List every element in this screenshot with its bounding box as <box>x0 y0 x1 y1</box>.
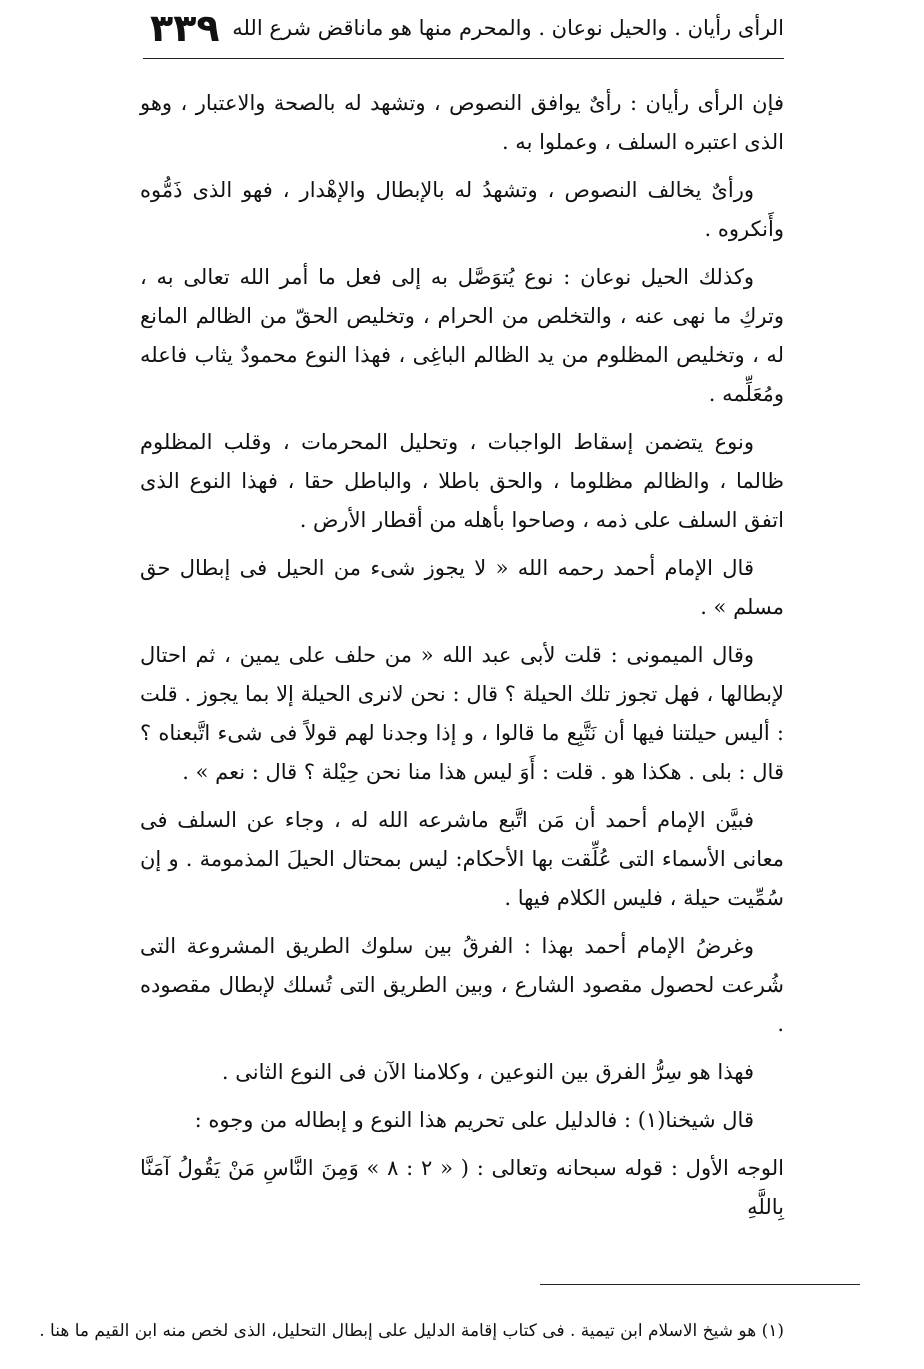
paragraph: فهذا هو سِرُّ الفرق بين النوعين ، وكلامنا الآن فى النوع الثانى . <box>221 1060 754 1084</box>
page-header <box>150 4 784 52</box>
body-text <box>140 84 784 1236</box>
footnote: (١) هو شيخ الاسلام ابن تيمية . فى كتاب إقامة الدليل على إبطال التحليل، الذى لخص منه ابن القيم ما هنا . <box>39 1321 784 1341</box>
paragraph: فإن الرأى رأيان : رأىٌ يوافق النصوص ، وتشهد له بالصحة والاعتبار ، وهو الذى اعتبره السلف ، وعملوا به . <box>140 91 784 154</box>
paragraph: الوجه الأول : قوله سبحانه وتعالى : ( « ٢ : ٨ » وَمِنَ النَّاسِ مَنْ يَقُولُ آمَنَّا بِاللَّهِ <box>140 1156 784 1219</box>
paragraph: ونوع يتضمن إسقاط الواجبات ، وتحليل المحرمات ، وقلب المظلوم ظالما ، والظالم مظلوما ، والحق باطلا ، والباطل حقا ، فهذا النوع الذى اتفق السلف على ذمه ، وصاحوا بأهله من أقطار الأرض . <box>140 430 784 532</box>
paragraph: ورأىٌ يخالف النصوص ، وتشهدُ له بالإبطال والإهْدار ، فهو الذى ذَمُّوه وأَنكروه . <box>140 178 784 241</box>
page-number: ٣٣٩ <box>150 6 220 50</box>
paragraph: قال شيخنا(١) : فالدليل على تحريم هذا النوع و إبطاله من وجوه : <box>194 1108 754 1132</box>
paragraph: فبيَّن الإمام أحمد أن مَن اتَّبع ماشرعه الله له ، وجاء عن السلف فى معانى الأسماء التى عُلِّقت بها الأحكام: ليس بمحتال الحيلَ المذمومة . و إن سُمِّيت حيلة ، فليس الكلام فيها . <box>140 808 784 910</box>
paragraph: وقال الميمونى : قلت لأبى عبد الله « من حلف على يمين ، ثم احتال لإبطالها ، فهل تجوز تلك الحيلة ؟ قال : نحن لانرى الحيلة إلا بما يجوز . قلت : أليس حيلتنا فيها أن نَتَّبِع ما قالوا ، و إذا وجدنا لهم قولاً فى شىء اتَّبعناه ؟ قال : بلى . هكذا هو . قلت : أَوَ ليس هذا منا نحن حِيْلة ؟ قال : نعم » . <box>140 643 784 784</box>
paragraph: وكذلك الحيل نوعان : نوع يُتوَصَّل به إلى فعل ما أمر الله تعالى به ، وتركِ ما نهى عنه ، والتخلص من الحرام ، وتخليص الحقّ من الظالم المانع له ، وتخليص المظلوم من يد الظالم الباغِى ، فهذا النوع محمودٌ يثاب فاعله ومُعَلِّمه . <box>140 265 785 406</box>
header-rule <box>143 58 784 59</box>
footnote-rule <box>540 1284 860 1285</box>
paragraph: قال الإمام أحمد رحمه الله « لا يجوز شىء من الحيل فى إبطال حق مسلم » . <box>140 556 784 619</box>
running-title: الرأى رأيان . والحيل نوعان . والمحرم منها هو ماناقض شرع الله <box>232 16 784 40</box>
paragraph: وغرضُ الإمام أحمد بهذا : الفرقُ بين سلوك الطريق المشروعة التى شُرعت لحصول مقصود الشارع ، وبين الطريق التى تُسلك لإبطال مقصوده . <box>140 934 784 1036</box>
